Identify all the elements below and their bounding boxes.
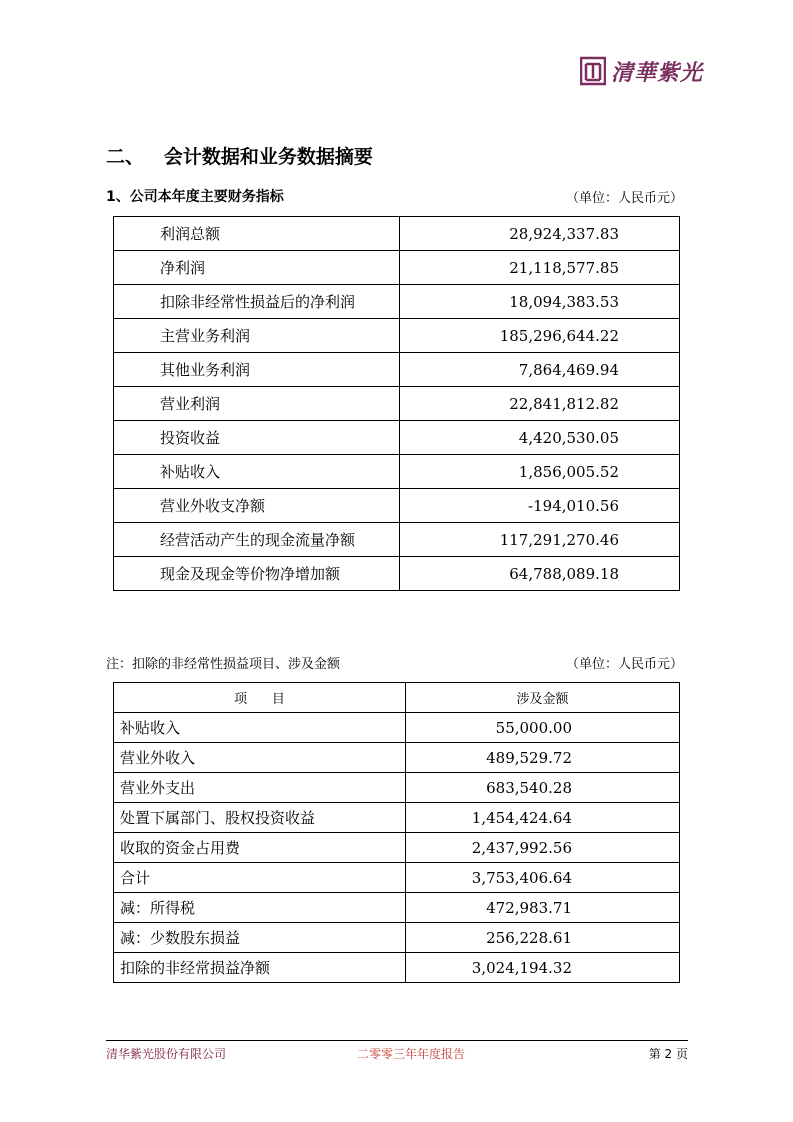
table-row [114, 387, 680, 421]
row-label: 补贴收入 [114, 713, 406, 743]
row-value: 256,228.61 [406, 923, 680, 953]
row-value: 3,753,406.64 [406, 863, 680, 893]
row-value: 472,983.71 [406, 893, 680, 923]
financial-indicators-table [113, 216, 680, 591]
row-label: 扣除的非经常损益净额 [114, 953, 406, 983]
header-amount: 涉及金额 [406, 683, 680, 713]
table-row [114, 743, 680, 773]
footer-company: 清华紫光股份有限公司 [106, 1047, 227, 1061]
unit-label: （单位：人民币元） [565, 191, 683, 206]
row-label: 净利润 [114, 251, 400, 285]
table-row [114, 557, 680, 591]
table-row [114, 833, 680, 863]
row-value: 4,420,530.05 [400, 421, 680, 455]
row-value: 117,291,270.46 [400, 523, 680, 557]
row-value: 55,000.00 [406, 713, 680, 743]
subsection-title: 1、公司本年度主要财务指标 [106, 189, 284, 205]
table-row [114, 523, 680, 557]
row-label: 收取的资金占用费 [114, 833, 406, 863]
row-label: 经营活动产生的现金流量净额 [114, 523, 400, 557]
row-value: 7,864,469.94 [400, 353, 680, 387]
table-row [114, 863, 680, 893]
row-label: 主营业务利润 [114, 319, 400, 353]
table-row [114, 923, 680, 953]
row-label: 处置下属部门、股权投资收益 [114, 803, 406, 833]
row-label: 其他业务利润 [114, 353, 400, 387]
table-row [114, 285, 680, 319]
row-value: 2,437,992.56 [406, 833, 680, 863]
company-logo [580, 54, 703, 88]
row-value: 3,024,194.32 [406, 953, 680, 983]
footer-divider [106, 1040, 688, 1041]
logo-text: 清華紫光 [611, 60, 704, 86]
table-row [114, 455, 680, 489]
row-value: 18,094,383.53 [400, 285, 680, 319]
table-row [114, 353, 680, 387]
row-label: 扣除非经常性损益后的净利润 [114, 285, 400, 319]
table-row [114, 953, 680, 983]
table-row [114, 251, 680, 285]
row-value: 489,529.72 [406, 743, 680, 773]
row-label: 投资收益 [114, 421, 400, 455]
row-value: 683,540.28 [406, 773, 680, 803]
non-recurring-items-table [113, 682, 680, 983]
note-unit-label: （单位：人民币元） [565, 657, 683, 672]
row-label: 营业外收入 [114, 743, 406, 773]
row-label: 现金及现金等价物净增加额 [114, 557, 400, 591]
table-row [114, 893, 680, 923]
note-title: 注：扣除的非经常性损益项目、涉及金额 [106, 657, 341, 672]
header-item: 项 目 [114, 683, 406, 713]
row-label: 减：少数股东损益 [114, 923, 406, 953]
row-value: 21,118,577.85 [400, 251, 680, 285]
row-value: 1,454,424.64 [406, 803, 680, 833]
table-row [114, 489, 680, 523]
table-row [114, 421, 680, 455]
table-header-row [114, 683, 680, 713]
row-label: 减：所得税 [114, 893, 406, 923]
row-value: -194,010.56 [400, 489, 680, 523]
section-title: 二、 会计数据和业务数据摘要 [106, 146, 373, 168]
table-row [114, 773, 680, 803]
footer-page-number: 第 2 页 [648, 1047, 688, 1061]
table-row [114, 713, 680, 743]
table-row [114, 319, 680, 353]
row-label: 利润总额 [114, 217, 400, 251]
row-label: 营业外收支净额 [114, 489, 400, 523]
row-value: 185,296,644.22 [400, 319, 680, 353]
row-value: 28,924,337.83 [400, 217, 680, 251]
footer-report-title: 二零零三年年度报告 [357, 1047, 466, 1061]
table-row [114, 217, 680, 251]
logo-mark-icon [580, 56, 606, 86]
row-label: 营业外支出 [114, 773, 406, 803]
row-value: 64,788,089.18 [400, 557, 680, 591]
table-row [114, 803, 680, 833]
row-label: 补贴收入 [114, 455, 400, 489]
row-label: 合计 [114, 863, 406, 893]
row-value: 1,856,005.52 [400, 455, 680, 489]
row-value: 22,841,812.82 [400, 387, 680, 421]
row-label: 营业利润 [114, 387, 400, 421]
